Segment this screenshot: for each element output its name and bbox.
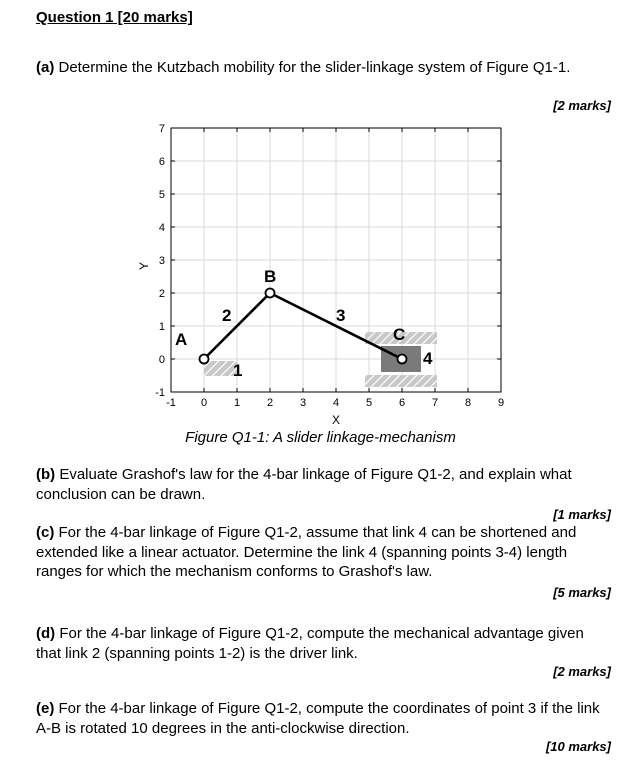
- part-b-label: (b): [36, 466, 56, 483]
- y-axis-label: Y: [137, 261, 151, 271]
- part-a-body: Determine the Kutzbach mobility for the slider-linkage system of Figure Q1-1.: [54, 59, 571, 76]
- y-tick-label-5: 4: [158, 222, 165, 234]
- link-label-3: 3: [336, 306, 346, 325]
- slider-guide-bottom: [365, 375, 437, 387]
- link-label-2: 2: [222, 306, 232, 325]
- part-c-text: [36, 523, 611, 582]
- x-axis-label: X: [331, 413, 341, 427]
- slider-linkage-figure: [130, 118, 510, 428]
- point-label-C: C: [393, 325, 406, 344]
- part-d-label: (d): [36, 625, 56, 642]
- y-tick-label-4: 3: [158, 255, 165, 267]
- part-b-text: [36, 465, 611, 504]
- link-label-1: 1: [233, 361, 243, 380]
- x-tick-label-3: 2: [266, 397, 274, 409]
- joint-C: [398, 355, 407, 364]
- part-c-body: For the 4-bar linkage of Figure Q1-2, assume that link 4 can be shortened and extended like a linear actuator. Determine the link 4 (spanning points 3-4) length ranges for which the mechanism conforms to Grashof's law.: [36, 524, 577, 580]
- part-a-text: [36, 58, 611, 78]
- x-tick-label-0: -1: [166, 397, 176, 409]
- part-d-marks: [2 marks]: [553, 664, 611, 679]
- question-heading: Question 1 [20 marks]: [36, 9, 193, 26]
- part-a-marks: [2 marks]: [553, 98, 611, 113]
- y-tick-label-6: 5: [158, 189, 165, 201]
- joint-B: [266, 289, 275, 298]
- part-e-body: For the 4-bar linkage of Figure Q1-2, compute the coordinates of point 3 if the link A-B is rotated 10 degrees in the anti-clockwise direction.: [36, 700, 600, 737]
- joint-A: [200, 355, 209, 364]
- part-c-label: (c): [36, 524, 55, 541]
- figure-caption: Figure Q1-1: A slider linkage-mechanism: [185, 429, 456, 446]
- x-tick-label-10: 9: [497, 397, 505, 409]
- part-b-marks: [1 marks]: [553, 507, 611, 522]
- part-e-marks: [10 marks]: [545, 739, 611, 754]
- x-tick-label-5: 4: [332, 397, 340, 409]
- y-tick-label-8: 7: [158, 123, 165, 135]
- y-tick-label-1: 0: [158, 354, 165, 366]
- x-tick-label-6: 5: [365, 397, 373, 409]
- point-label-A: A: [175, 330, 188, 349]
- link-label-4: 4: [423, 349, 433, 368]
- part-c-marks: [5 marks]: [553, 585, 611, 600]
- y-tick-label-7: 6: [158, 156, 165, 168]
- part-d-body: For the 4-bar linkage of Figure Q1-2, compute the mechanical advantage given that link 2 (spanning points 1-2) is the driver link.: [36, 625, 584, 662]
- point-label-B: B: [264, 267, 277, 286]
- x-tick-label-1: 0: [200, 397, 208, 409]
- x-tick-label-9: 8: [464, 397, 472, 409]
- x-tick-label-2: 1: [233, 397, 241, 409]
- part-e-text: [36, 699, 611, 738]
- part-a-label: (a): [36, 59, 55, 76]
- part-d-text: [36, 624, 611, 663]
- y-tick-label-0: -1: [155, 387, 165, 399]
- y-tick-label-3: 2: [158, 288, 165, 300]
- part-b-body: Evaluate Grashof's law for the 4-bar linkage of Figure Q1-2, and explain what conclusion can be drawn.: [36, 466, 572, 503]
- x-tick-label-7: 6: [398, 397, 406, 409]
- y-tick-label-2: 1: [158, 321, 165, 333]
- x-tick-label-4: 3: [299, 397, 307, 409]
- part-e-label: (e): [36, 700, 55, 717]
- x-tick-label-8: 7: [431, 397, 439, 409]
